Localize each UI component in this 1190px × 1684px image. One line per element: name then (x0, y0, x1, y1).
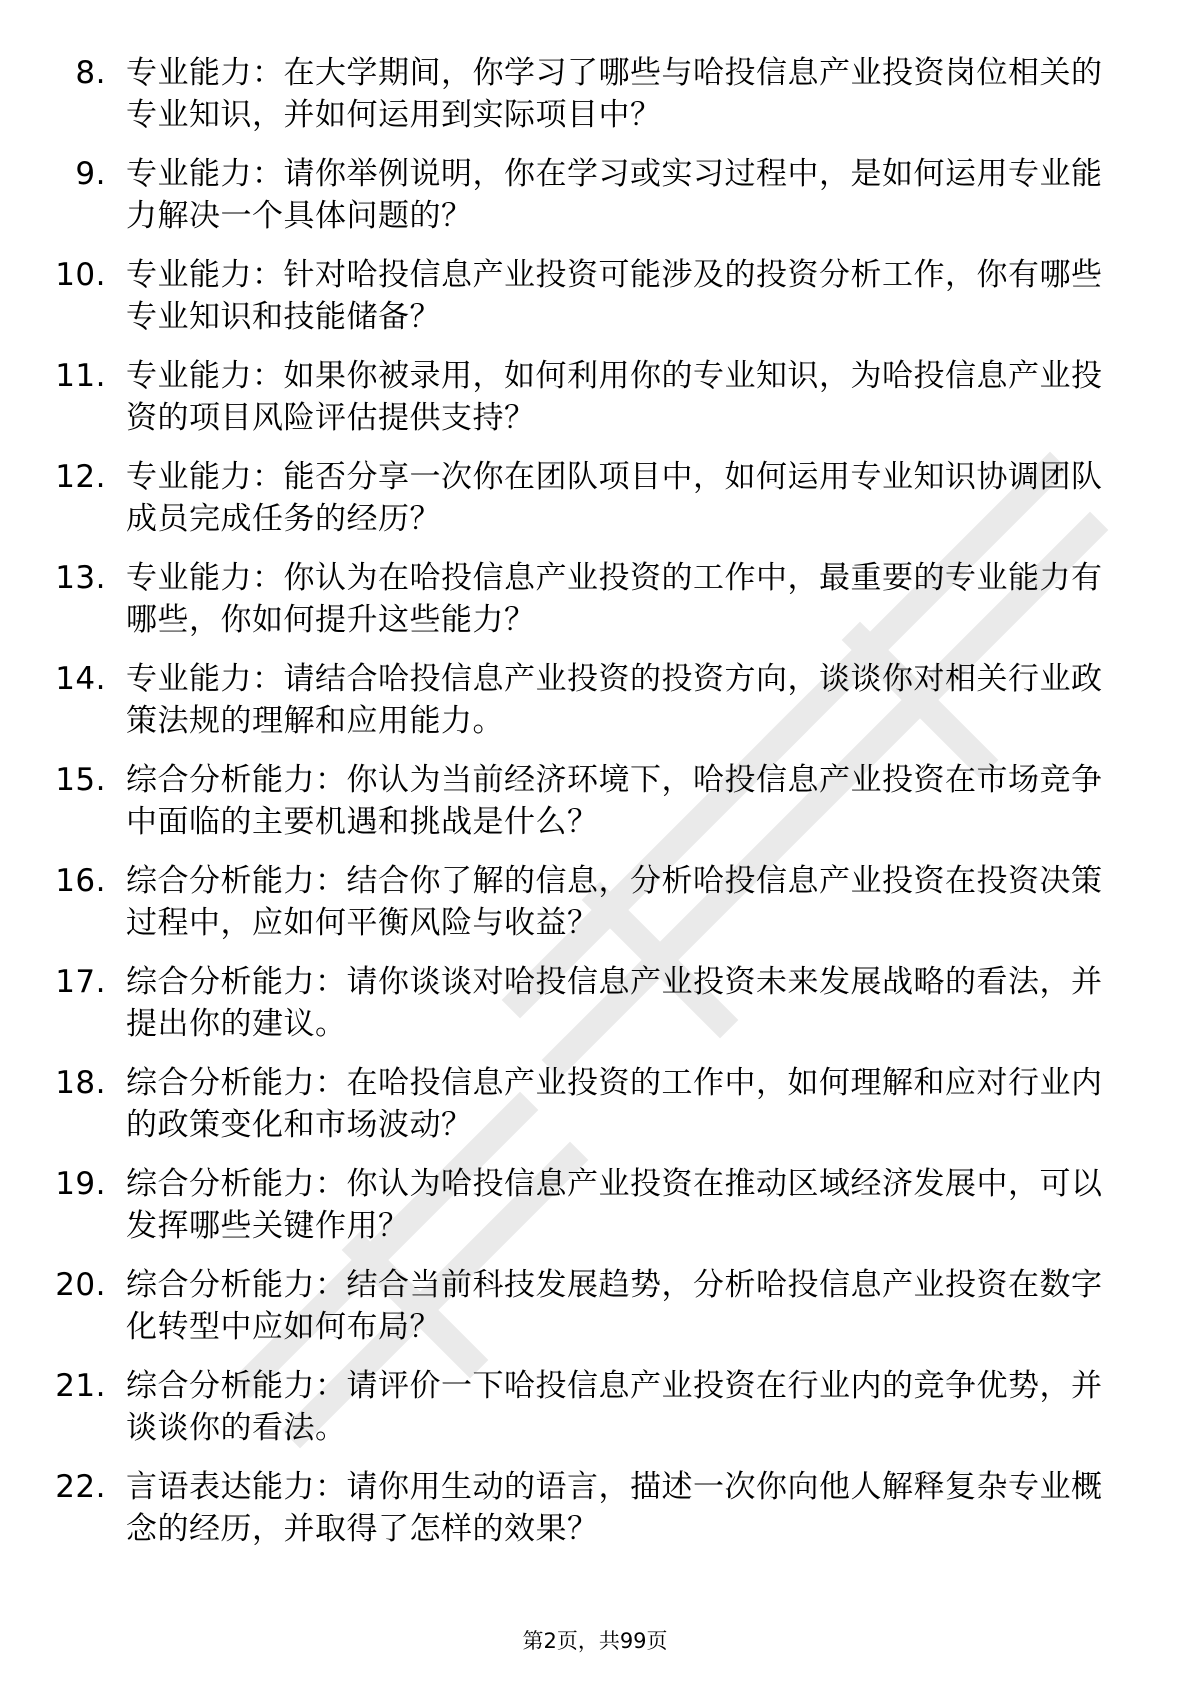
question-item (50, 254, 1130, 338)
question-text: 专业能力：如果你被录用，如何利用你的专业知识，为哈投信息产业投资的项目风险评估提供支持？ (126, 358, 1103, 436)
question-number: 15. (55, 762, 106, 798)
question-number: 17. (55, 964, 106, 1000)
question-item (50, 860, 1130, 944)
question-number: 11. (55, 358, 106, 394)
question-text: 综合分析能力：在哈投信息产业投资的工作中，如何理解和应对行业内的政策变化和市场波动？ (126, 1065, 1103, 1143)
question-text: 综合分析能力：结合当前科技发展趋势，分析哈投信息产业投资在数字化转型中应如何布局？ (126, 1267, 1103, 1345)
question-item (50, 759, 1130, 843)
question-text: 综合分析能力：结合你了解的信息，分析哈投信息产业投资在投资决策过程中，应如何平衡风险与收益？ (126, 863, 1103, 941)
question-number: 18. (55, 1065, 106, 1101)
question-number: 21. (55, 1368, 106, 1404)
question-text: 专业能力：请你举例说明，你在学习或实习过程中，是如何运用专业能力解决一个具体问题的？ (126, 156, 1103, 234)
question-text: 综合分析能力：你认为哈投信息产业投资在推动区域经济发展中，可以发挥哪些关键作用？ (126, 1166, 1103, 1244)
question-number: 14. (55, 661, 106, 697)
question-text: 专业能力：针对哈投信息产业投资可能涉及的投资分析工作，你有哪些专业知识和技能储备？ (126, 257, 1103, 335)
question-number: 19. (55, 1166, 106, 1202)
question-number: 16. (55, 863, 106, 899)
page-footer: 第2页，共99页 (522, 1629, 668, 1653)
question-text: 综合分析能力：你认为当前经济环境下，哈投信息产业投资在市场竞争中面临的主要机遇和挑战是什么？ (126, 762, 1103, 840)
question-number: 13. (55, 560, 106, 596)
question-item (50, 52, 1130, 136)
question-item (50, 1466, 1130, 1550)
question-item (50, 355, 1130, 439)
question-item (50, 961, 1130, 1045)
question-text: 综合分析能力：请你谈谈对哈投信息产业投资未来发展战略的看法，并提出你的建议。 (126, 964, 1103, 1042)
question-text: 综合分析能力：请评价一下哈投信息产业投资在行业内的竞争优势，并谈谈你的看法。 (126, 1368, 1103, 1446)
question-item (50, 153, 1130, 237)
question-number: 20. (55, 1267, 106, 1303)
question-number: 10. (55, 257, 106, 293)
question-text: 专业能力：请结合哈投信息产业投资的投资方向，谈谈你对相关行业政策法规的理解和应用能力。 (126, 661, 1103, 739)
question-text: 专业能力：你认为在哈投信息产业投资的工作中，最重要的专业能力有哪些，你如何提升这些能力？ (126, 560, 1103, 638)
question-item (50, 1062, 1130, 1146)
question-number: 8. (75, 55, 106, 91)
question-item (50, 1264, 1130, 1348)
question-list (50, 52, 1130, 1567)
question-text: 言语表达能力：请你用生动的语言，描述一次你向他人解释复杂专业概念的经历，并取得了怎样的效果？ (126, 1469, 1103, 1547)
question-item (50, 456, 1130, 540)
question-text: 专业能力：能否分享一次你在团队项目中，如何运用专业知识协调团队成员完成任务的经历？ (126, 459, 1103, 537)
question-number: 12. (55, 459, 106, 495)
question-item (50, 658, 1130, 742)
question-item (50, 1163, 1130, 1247)
question-text: 专业能力：在大学期间，你学习了哪些与哈投信息产业投资岗位相关的专业知识，并如何运用到实际项目中？ (126, 55, 1103, 133)
question-number: 22. (55, 1469, 106, 1505)
question-number: 9. (75, 156, 106, 192)
question-item (50, 557, 1130, 641)
question-item (50, 1365, 1130, 1449)
